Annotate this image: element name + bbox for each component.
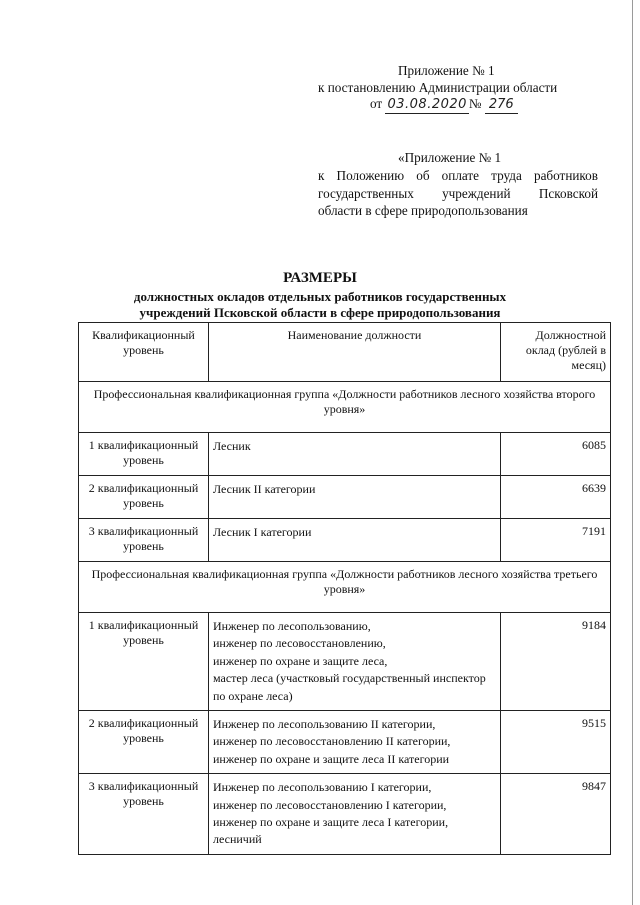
group-row (79, 382, 611, 433)
position-name: Инженер по лесопользованию II категории, (213, 716, 436, 731)
handwritten-number: 276 (485, 97, 518, 114)
salary-value: 6639 (501, 476, 611, 519)
position-name: инженер по лесовосстановлению II категории, (213, 734, 451, 749)
salary-value: 9515 (501, 710, 611, 773)
table-row (79, 433, 611, 476)
date-number-line (318, 96, 598, 114)
group-row (79, 562, 611, 613)
salary-value: 7191 (501, 519, 611, 562)
position-name: Инженер по лесопользованию, (213, 619, 371, 633)
header-level: Квалификационный уровень (79, 323, 209, 382)
date-prefix: от (370, 96, 383, 111)
appendix-line: «Приложение № 1 (398, 150, 502, 165)
document-subtitle: должностных окладов отдельных работников государственных (133, 289, 507, 304)
scan-edge-line (632, 0, 633, 905)
document-title: РАЗМЕРЫ (283, 270, 357, 286)
qualification-level: 3 квалификационный уровень (79, 774, 209, 855)
header-position: Наименование должности (209, 323, 501, 382)
position-names (209, 433, 501, 476)
qualification-level: 3 квалификационный уровень (79, 519, 209, 562)
header-salary: Должностной оклад (рублей в месяц) (501, 323, 611, 382)
appendix-resolution-header (318, 63, 598, 114)
appendix-regulation-header (318, 149, 598, 220)
position-names (209, 519, 501, 562)
table-row (79, 710, 611, 773)
salary-value: 9847 (501, 774, 611, 855)
group-title: Профессиональная квалификационная группа «Должности работников лесного хозяйства второго уровня» (79, 382, 611, 433)
appendix-line: Приложение № 1 (398, 63, 495, 78)
table-row (79, 774, 611, 855)
position-names (209, 613, 501, 711)
salary-value: 9184 (501, 613, 611, 711)
document-subtitle: учреждений Псковской области в сфере природопользования (139, 305, 501, 320)
table-row (79, 613, 611, 711)
qualification-level: 1 квалификационный уровень (79, 433, 209, 476)
table-row (79, 519, 611, 562)
position-name: инженер по лесовосстановлению, (213, 636, 386, 651)
position-name: Лесник II категории (213, 482, 316, 496)
qualification-level: 2 квалификационный уровень (79, 710, 209, 773)
position-name: Инженер по лесопользованию I категории, (213, 780, 432, 795)
position-name: лесничий (213, 832, 262, 847)
position-name: инженер по лесовосстановлению I категории, (213, 797, 447, 812)
qualification-level: 2 квалификационный уровень (79, 476, 209, 519)
group-title: Профессиональная квалификационная группа «Должности работников лесного хозяйства третьего уровня» (79, 562, 611, 613)
handwritten-date: 03.08.2020 (385, 97, 468, 114)
position-names (209, 476, 501, 519)
number-prefix: № (468, 96, 482, 111)
position-name: мастер леса (участковый государственный инспектор по охране леса) (213, 671, 486, 703)
regulation-line: к Положению об оплате труда работников (318, 167, 598, 183)
regulation-line: области в сфере природопользования (318, 203, 528, 219)
position-name: инженер по охране и защите леса I категории, (213, 814, 449, 829)
position-names (209, 710, 501, 773)
position-name: Лесник (213, 439, 251, 453)
position-names (209, 774, 501, 855)
regulation-line: государственных учреждений Псковской (318, 185, 598, 201)
table-header-row (79, 323, 611, 382)
salary-table (78, 322, 611, 855)
table-row (79, 476, 611, 519)
qualification-level: 1 квалификационный уровень (79, 613, 209, 711)
resolution-reference: к постановлению Администрации области (318, 79, 558, 95)
position-name: инженер по охране и защите леса II категории (213, 751, 450, 766)
salary-value: 6085 (501, 433, 611, 476)
position-name: инженер по охране и защите леса, (213, 653, 388, 668)
position-name: Лесник I категории (213, 525, 312, 539)
